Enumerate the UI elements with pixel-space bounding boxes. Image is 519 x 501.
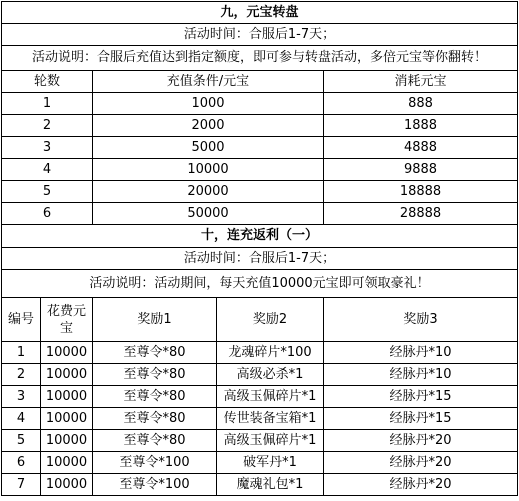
activity-description-row — [2, 270, 518, 298]
cell-cost-yuanbao: 4888 — [324, 137, 518, 159]
cell-round: 6 — [2, 203, 93, 225]
cell-recharge-condition: 2000 — [93, 115, 324, 137]
section-title-row — [2, 225, 518, 248]
cell-reward-1: 至尊令*100 — [93, 474, 217, 496]
activity-time-row — [2, 24, 518, 46]
table-row — [2, 430, 518, 452]
table-header-row — [2, 298, 518, 342]
cell-reward-3: 经脉丹*10 — [324, 342, 518, 364]
cell-cost-yuanbao: 9888 — [324, 159, 518, 181]
table-row — [2, 181, 518, 203]
cell-reward-2: 高级必杀*1 — [217, 364, 324, 386]
cell-reward-3: 经脉丹*10 — [324, 364, 518, 386]
table-row — [2, 408, 518, 430]
cell-reward-1: 至尊令*80 — [93, 342, 217, 364]
cell-reward-3: 经脉丹*20 — [324, 430, 518, 452]
cell-spend-yuanbao: 10000 — [41, 386, 93, 408]
activity-time: 活动时间：合服后1-7天； — [2, 24, 518, 46]
column-header-cost-yuanbao: 消耗元宝 — [324, 71, 518, 93]
section-recharge-rebate — [2, 225, 518, 496]
cell-reward-1: 至尊令*80 — [93, 430, 217, 452]
cell-reward-1: 至尊令*80 — [93, 408, 217, 430]
cell-reward-3: 经脉丹*15 — [324, 408, 518, 430]
section-yuanbao-wheel — [2, 2, 518, 225]
column-header-reward-1: 奖励1 — [93, 298, 217, 342]
cell-number: 3 — [2, 386, 41, 408]
section-title-row — [2, 2, 518, 24]
table-row — [2, 342, 518, 364]
cell-spend-yuanbao: 10000 — [41, 364, 93, 386]
column-header-recharge-condition: 充值条件/元宝 — [93, 71, 324, 93]
cell-number: 5 — [2, 430, 41, 452]
cell-reward-1: 至尊令*80 — [93, 386, 217, 408]
cell-round: 3 — [2, 137, 93, 159]
table-row — [2, 386, 518, 408]
table-header-row — [2, 71, 518, 93]
activity-time: 活动时间：合服后1-7天； — [2, 248, 518, 270]
cell-reward-3: 经脉丹*15 — [324, 386, 518, 408]
cell-round: 4 — [2, 159, 93, 181]
cell-recharge-condition: 1000 — [93, 93, 324, 115]
activity-time-row — [2, 248, 518, 270]
cell-reward-1: 至尊令*100 — [93, 452, 217, 474]
column-header-reward-3: 奖励3 — [324, 298, 518, 342]
activity-description-row — [2, 46, 518, 71]
cell-reward-2: 龙魂碎片*100 — [217, 342, 324, 364]
cell-number: 6 — [2, 452, 41, 474]
cell-recharge-condition: 20000 — [93, 181, 324, 203]
cell-reward-2: 高级玉佩碎片*1 — [217, 386, 324, 408]
column-header-number: 编号 — [2, 298, 41, 342]
table-row — [2, 159, 518, 181]
cell-reward-2: 高级玉佩碎片*1 — [217, 430, 324, 452]
cell-spend-yuanbao: 10000 — [41, 430, 93, 452]
cell-spend-yuanbao: 10000 — [41, 474, 93, 496]
reward-table-sheet — [1, 1, 518, 496]
cell-number: 1 — [2, 342, 41, 364]
cell-reward-2: 传世装备宝箱*1 — [217, 408, 324, 430]
section-title: 十，连充返利（一） — [2, 225, 518, 248]
table-row — [2, 203, 518, 225]
cell-cost-yuanbao: 18888 — [324, 181, 518, 203]
cell-reward-1: 至尊令*80 — [93, 364, 217, 386]
cell-round: 2 — [2, 115, 93, 137]
cell-cost-yuanbao: 28888 — [324, 203, 518, 225]
table-row — [2, 474, 518, 496]
cell-reward-2: 魔魂礼包*1 — [217, 474, 324, 496]
cell-number: 4 — [2, 408, 41, 430]
table-row — [2, 364, 518, 386]
table-row — [2, 452, 518, 474]
cell-round: 1 — [2, 93, 93, 115]
column-header-spend-yuanbao: 花费元宝 — [41, 298, 93, 342]
cell-number: 2 — [2, 364, 41, 386]
cell-recharge-condition: 50000 — [93, 203, 324, 225]
cell-recharge-condition: 10000 — [93, 159, 324, 181]
column-header-reward-2: 奖励2 — [217, 298, 324, 342]
cell-reward-3: 经脉丹*20 — [324, 452, 518, 474]
activity-description: 活动说明：合服后充值达到指定额度，即可参与转盘活动，多倍元宝等你翻转！ — [2, 46, 518, 71]
cell-reward-3: 经脉丹*20 — [324, 474, 518, 496]
table-row — [2, 115, 518, 137]
cell-reward-2: 破军丹*1 — [217, 452, 324, 474]
cell-spend-yuanbao: 10000 — [41, 452, 93, 474]
table-row — [2, 137, 518, 159]
activity-description: 活动说明：活动期间，每天充值10000元宝即可领取豪礼！ — [2, 270, 518, 298]
cell-cost-yuanbao: 1888 — [324, 115, 518, 137]
column-header-round: 轮数 — [2, 71, 93, 93]
cell-cost-yuanbao: 888 — [324, 93, 518, 115]
cell-number: 7 — [2, 474, 41, 496]
cell-spend-yuanbao: 10000 — [41, 342, 93, 364]
section-title: 九，元宝转盘 — [2, 2, 518, 24]
cell-round: 5 — [2, 181, 93, 203]
table-row — [2, 93, 518, 115]
cell-recharge-condition: 5000 — [93, 137, 324, 159]
cell-spend-yuanbao: 10000 — [41, 408, 93, 430]
